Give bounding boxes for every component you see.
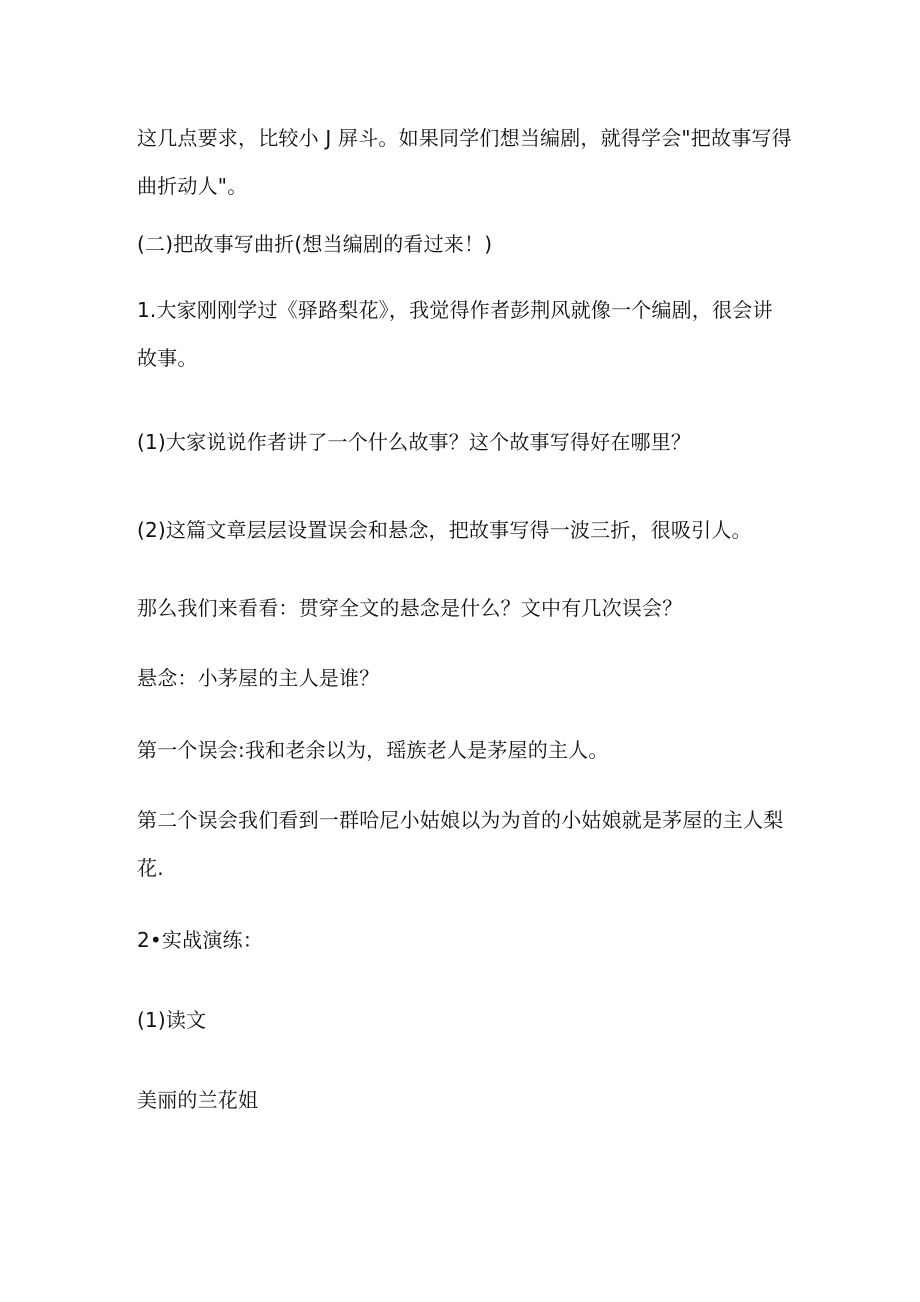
paragraph-story-title: 美丽的兰花姐 xyxy=(137,1088,259,1112)
paragraph-look: 那么我们来看看：贯穿全文的悬念是什么？文中有几次误会？ xyxy=(137,596,683,620)
paragraph-practice: 2•实战演练： xyxy=(137,928,263,952)
paragraph-requirements: 这几点要求，比较小 J 屏斗。如果同学们想当编剧，就得学会"把故事写得曲折动人"。 xyxy=(137,126,792,198)
paragraph-item-1: 1.大家刚刚学过《驿路梨花》，我觉得作者彭荆风就像一个编剧，很会讲故事。 xyxy=(137,298,773,370)
paragraph-question-2: (2)这篇文章层层设置误会和悬念，把故事写得一波三折，很吸引人。 xyxy=(137,518,752,542)
paragraph-suspense: 悬念：小茅屋的主人是谁？ xyxy=(137,666,380,690)
paragraph-read-text: (1)读文 xyxy=(137,1008,207,1032)
paragraph-misunderstanding-1: 第一个误会:我和老余以为，瑶族老人是茅屋的主人。 xyxy=(137,738,609,762)
paragraph-misunderstanding-2: 第二个误会我们看到一群哈尼小姑娘以为为首的小姑娘就是茅屋的主人梨花. xyxy=(137,808,784,880)
paragraph-question-1: (1)大家说说作者讲了一个什么故事？这个故事写得好在哪里？ xyxy=(137,430,692,454)
section-heading-2: (二)把故事写曲折(想当编剧的看过来！) xyxy=(137,232,493,256)
